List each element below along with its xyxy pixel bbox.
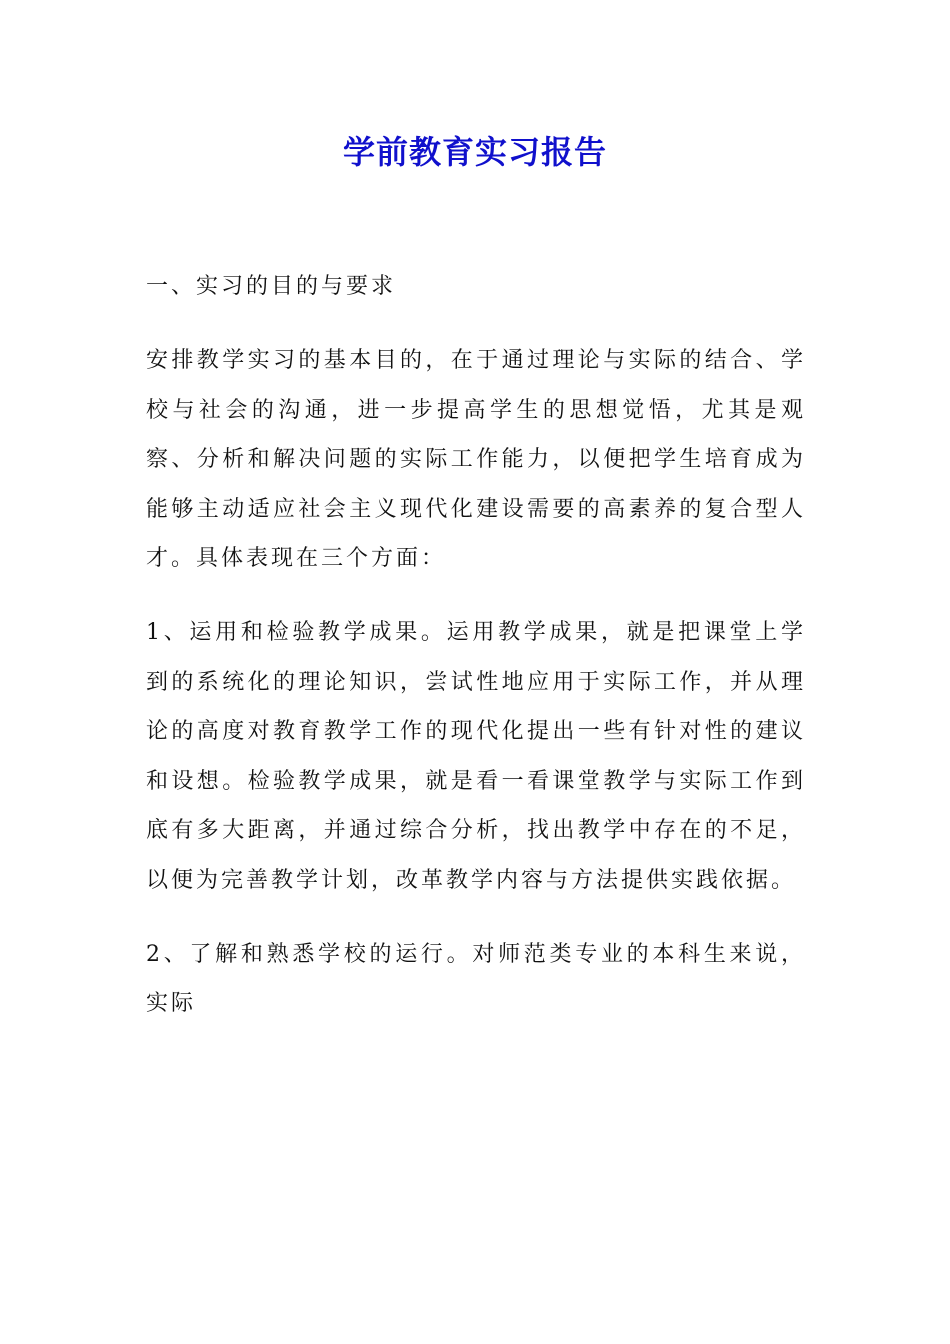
section-heading: 一、实习的目的与要求 <box>146 274 397 299</box>
paragraph: 安排教学实习的基本目的，在于通过理论与实际的结合、学校与社会的沟通，进一步提高学生的思想觉悟，尤其是观察、分析和解决问题的实际工作能力，以便把学生培育成为能够主动适应社会主义现代化建设需要的高素养的复合型人才。具体表现在三个方面： <box>146 348 806 572</box>
paragraph: 1、运用和检验教学成果。运用教学成果，就是把课堂上学到的系统化的理论知识，尝试性地应用于实际工作，并从理论的高度对教育教学工作的现代化提出一些有针对性的建议和设想。检验教学成果，就是看一看课堂教学与实际工作到底有多大距离，并通过综合分析，找出教学中存在的不足，以便为完善教学计划，改革教学内容与方法提供实践依据。 <box>146 620 806 893</box>
document-body <box>146 262 806 1053</box>
paragraph: 2、了解和熟悉学校的运行。对师范类专业的本科生来说，实际 <box>146 941 806 1017</box>
document-title: 学前教育实习报告 <box>342 133 607 171</box>
